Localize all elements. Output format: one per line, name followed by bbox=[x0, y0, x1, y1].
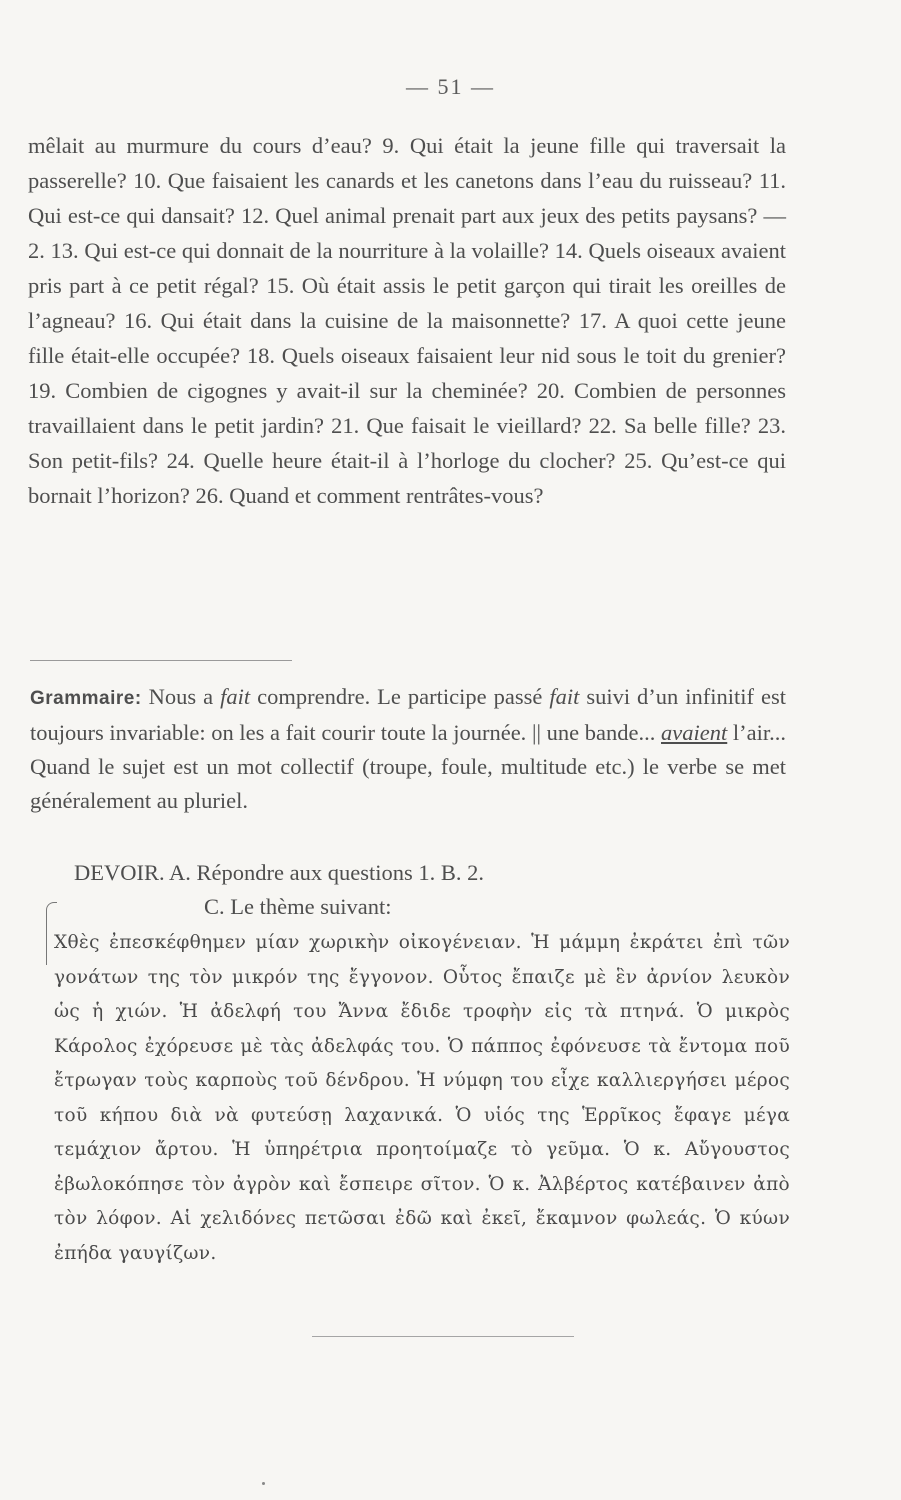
bottom-divider bbox=[312, 1336, 574, 1337]
devoir-line-c: C. Le thème suivant: bbox=[204, 894, 392, 919]
grammar-text-2: comprendre. Le participe passé bbox=[257, 684, 543, 709]
ink-speck bbox=[262, 1482, 265, 1485]
grammar-text-1: Nous a bbox=[148, 684, 214, 709]
section-divider bbox=[30, 660, 292, 661]
grammar-italic-fait-2: fait bbox=[549, 684, 580, 709]
page-number: — 51 — bbox=[406, 74, 495, 99]
devoir-block bbox=[74, 856, 774, 924]
grammar-italic-fait: fait bbox=[220, 684, 251, 709]
grammar-text-3: suivi d’un infinitif est toujours invariable: on les a fait courir toute la journée. || une bande... bbox=[30, 684, 786, 745]
grammar-text-4: l’air... Quand le sujet est un mot collectif (troupe, foule, multitude etc.) le verbe se met généralement au pluriel. bbox=[30, 720, 787, 813]
questions-paragraph: mêlait au murmure du cours d’eau? 9. Qui était la jeune fille qui traversait la passerelle? 10. Que faisaient les canards et les canetons dans l’eau du ruisseau? 11. Qui est-ce qui dansait? 12. Quel animal prenait part aux jeux des petits paysans? — 2. 13. Qui est-ce qui donnait de la nourriture à la volaille? 14. Quels oiseaux avaient pris part à ce petit régal? 15. Où était assis le petit garçon qui tirait les oreilles de l’agneau? 16. Qui était dans la cuisine de la maisonnette? 17. A quoi cette jeune fille était-elle occupée? 18. Quels oiseaux faisaient leur nid sous le toit du grenier? 19. Combien de cigognes y avait-il sur la cheminée? 20. Combien de personnes travaillaient dans le petit jardin? 21. Que faisait le vieillard? 22. Sa belle fille? 23. Son petit-fils? 24. Quelle heure était-il à l’horloge du clocher? 25. Qu’est-ce qui bornait l’horizon? 26. Quand et comment rentrâtes-vous? bbox=[28, 133, 786, 508]
devoir-line-a: DEVOIR. A. Répondre aux questions 1. B. 2. bbox=[74, 860, 484, 885]
grammar-label: Grammaire: bbox=[30, 688, 142, 709]
greek-theme-paragraph: Χθὲς ἐπεσκέφθημεν μίαν χωρικὴν οἰκογένειαν. Ἡ μάμμη ἐκράτει ἐπὶ τῶν γονάτων της τὸν μικρόν της ἔγγονον. Οὗτος ἔπαιζε μὲ ἓν ἀρνίον λευκὸν ὡς ἡ χιών. Ἡ ἀδελφή του Ἄννα ἔδιδε τροφὴν εἰς τὰ πτηνά. Ὁ μικρὸς Κάρολος ἐχόρευσε μὲ τὰς ἀδελφάς του. Ὁ πάππος ἐφόνευσε τὰ ἔντομα ποῦ ἔτρωγαν τοὺς καρποὺς τοῦ δένδρου. Ἡ νύμφη του εἶχε καλλιεργήσει μέρος τοῦ κήπου διὰ νὰ φυτεύσῃ λαχανικά. Ὁ υἱός της Ἑρρῖκος ἔφαγε μέγα τεμάχιον ἄρτου. Ἡ ὑπηρέτρια προητοίμαζε τὸ γεῦμα. Ὁ κ. Αὔγουστος ἐβωλοκόπησε τὸν ἀγρὸν καὶ ἔσπειρε σῖτον. Ὁ κ. Ἀλβέρτος κατέβαινεν ἀπὸ τὸν λόφον. Αἱ χελιδόνες πετῶσαι ἐδῶ καὶ ἐκεῖ, ἔκαμνον φωλεάς. Ὁ κύων ἐπήδα γαυγίζων. bbox=[54, 932, 790, 1264]
grammar-paragraph bbox=[30, 680, 786, 818]
grammar-italic-avaient: avaient bbox=[661, 720, 728, 745]
